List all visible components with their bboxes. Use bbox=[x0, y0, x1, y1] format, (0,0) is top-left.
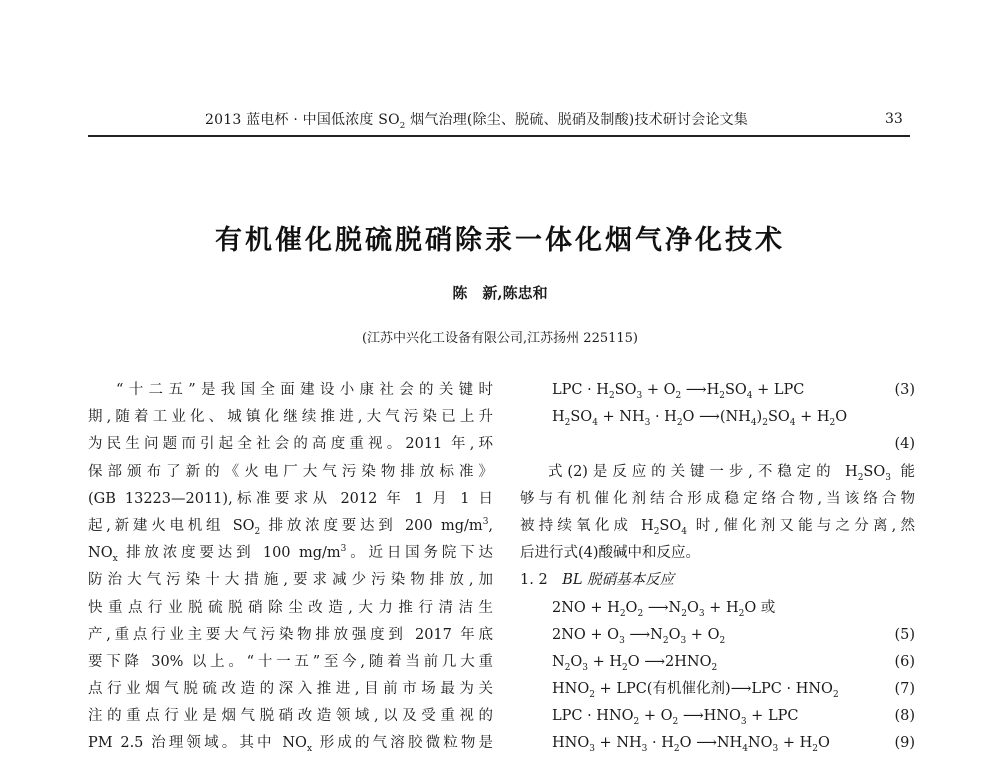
authors: 陈 新,陈忠和 bbox=[452, 284, 548, 302]
equation-5 bbox=[520, 622, 915, 649]
section-title: BL 脱硝基本反应 bbox=[562, 572, 675, 589]
equation-body: $HNO_2 + LPC$(有机催化剂)⟶LPC · $HNO_2$ bbox=[552, 681, 839, 700]
paper-title: 有机催化脱硫脱硝除汞一体化烟气净化技术 bbox=[215, 225, 785, 256]
equation-body: $H_2SO_4 + NH_3 \cdot H_2O$ $⟶(NH_4)_2SO_4 + H_2O$ bbox=[552, 409, 848, 429]
equation-8 bbox=[520, 703, 915, 730]
text-line: “十二五”是我国全面建设小康社会的关键时 bbox=[116, 382, 493, 398]
header-rule bbox=[88, 135, 910, 137]
section-heading bbox=[520, 567, 915, 594]
equation bbox=[520, 595, 915, 622]
equation-3 bbox=[520, 377, 915, 404]
text-line: 防治大气污染十大措施,要求减少污染物排放,加 bbox=[88, 572, 493, 589]
text-line: 快重点行业脱硫脱硝除尘改造,大力推行清洁生 bbox=[88, 599, 493, 616]
equation-4 bbox=[520, 404, 915, 431]
affiliation: (江苏中兴化工设备有限公司,江苏扬州 225115) bbox=[361, 331, 639, 346]
equation-number: (7) bbox=[894, 681, 915, 698]
text-line: $NO_x$ 排放浓度要达到 100 $mg/m^3$。近日国务院下达 bbox=[88, 544, 493, 565]
equation-body: $2NO + O_3$ $⟶N_2O_3 + O_2$ bbox=[552, 626, 726, 646]
equation-body: $N_2O_3 + H_2O$ $⟶2HNO_2$ bbox=[552, 653, 718, 673]
equation-body: LPC · $HNO_2 + O_2$ $⟶HNO_3$ + LPC bbox=[552, 708, 799, 728]
equation-number: (8) bbox=[894, 708, 915, 725]
page-number: 33 bbox=[885, 111, 903, 127]
right-column bbox=[520, 377, 915, 758]
equation-9 bbox=[520, 730, 915, 757]
text-line: 保部颁布了新的《火电厂大气污染物排放标准》 bbox=[88, 463, 493, 480]
equation-7 bbox=[520, 676, 915, 703]
text-line: 点行业烟气脱硫改造的深入推进,目前市场最为关 bbox=[88, 681, 493, 698]
equation-body: $HNO_3 + NH_3 \cdot H_2O$ $⟶NH_4NO_3 + H_2O$ bbox=[552, 735, 830, 755]
section-number: 1. 2 bbox=[520, 572, 548, 589]
left-column bbox=[88, 377, 493, 758]
equation-number: (6) bbox=[894, 653, 915, 670]
equation-body: LPC · $H_2SO_3 + O_2$ $⟶H_2SO_4$ + LPC bbox=[552, 382, 805, 401]
equation-4-number-line bbox=[520, 431, 915, 458]
running-header: 2013 蓝电杯 · 中国低浓度 $SO_2$ 烟气治理(除尘、脱硫、脱硝及制酸)技术研讨会论文集 bbox=[205, 112, 749, 131]
equation-number: (4) bbox=[894, 436, 915, 453]
equation-body: $2NO + H_2O_2$ $⟶N_2O_3 + H_2O$ 或 bbox=[552, 599, 776, 619]
text-line: 产,重点行业主要大气污染物排放强度到 2017 年底 bbox=[88, 626, 493, 643]
text-line: 为民生问题而引起全社会的高度重视。2011 年,环 bbox=[88, 436, 493, 453]
text-line: 起,新建火电机组 $SO_2$ 排放浓度要达到 200 $mg/m^3$, bbox=[88, 517, 493, 537]
text-line: 够与有机催化剂结合形成稳定络合物,当该络合物 bbox=[520, 490, 915, 507]
text-line: 要下降 30% 以上。“十一五”至今,随着当前几大重 bbox=[88, 653, 493, 670]
text-line: PM 2.5 治理领域。其中 $NO_x$ 形成的气溶胶微粒物是 bbox=[88, 735, 493, 755]
equation-number: (9) bbox=[894, 735, 915, 752]
text-line: 注的重点行业是烟气脱硝改造领域,以及受重视的 bbox=[88, 708, 493, 725]
text-line: 被持续氧化成 $H_2SO_4$ 时,催化剂又能与之分离,然 bbox=[520, 517, 915, 537]
equation-number: (5) bbox=[894, 626, 915, 643]
text-line: 式(2)是反应的关键一步,不稳定的 $H_2SO_3$ 能 bbox=[548, 463, 915, 483]
equation-number: (3) bbox=[894, 382, 915, 398]
text-line: (GB 13223—2011),标准要求从 2012 年 1 月 1 日 bbox=[88, 490, 493, 507]
text-line: 后进行式(4)酸碱中和反应。 bbox=[520, 545, 701, 562]
equation-6 bbox=[520, 649, 915, 676]
text-line: 期,随着工业化、城镇化继续推进,大气污染已上升 bbox=[88, 409, 493, 426]
